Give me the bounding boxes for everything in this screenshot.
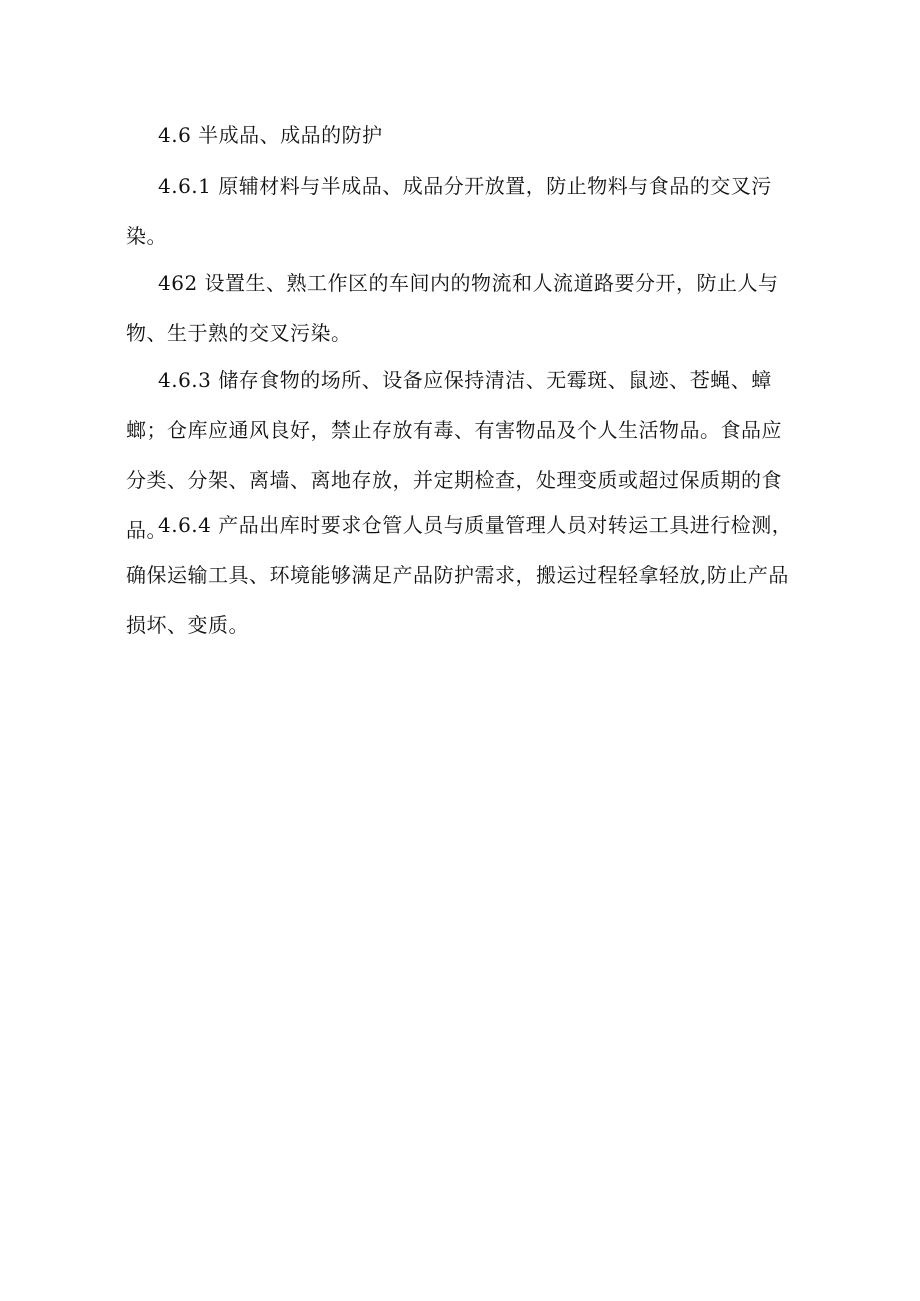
paragraph-4-6-3: 4.6.3 储存食物的场所、设备应保持清洁、无霉斑、鼠迹、苍蝇、蟑螂；仓库应通风良好，禁止存放有毒、有害物品及个人生活物品。食品应分类、分架、离墙、离地存放，并定期检查，处理变质或超过保质期的食品。: [126, 368, 782, 542]
section-heading: 4.6 半成品、成品的防护: [158, 123, 383, 147]
paragraph-4-6-1: 4.6.1 原辅材料与半成品、成品分开放置，防止物料与食品的交叉污染。: [126, 174, 772, 248]
paragraph-4-6-2: 462 设置生、熟工作区的车间内的物流和人流道路要分开，防止人与物、生于熟的交叉污染。: [126, 271, 779, 345]
paragraph-4-6-4: 4.6.4 产品出库时要求仓管人员与质量管理人员对转运工具进行检测，确保运输工具、环境能够满足产品防护需求，搬运过程轻拿轻放,防止产品损坏、变质。: [126, 513, 793, 637]
